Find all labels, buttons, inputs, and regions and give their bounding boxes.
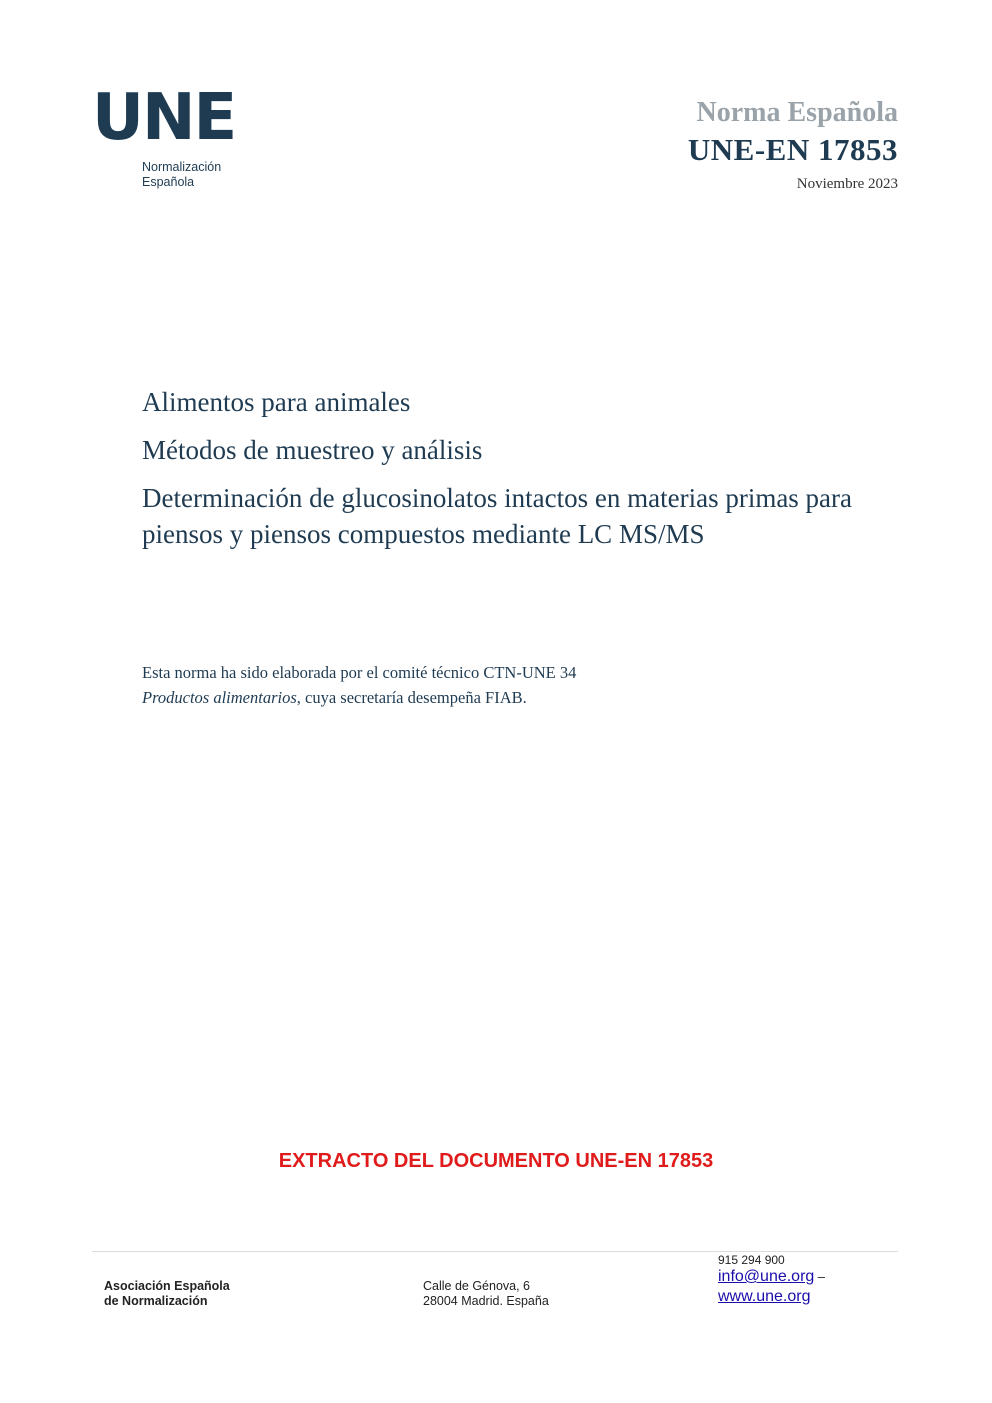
website-link[interactable]: www.une.org (718, 1288, 811, 1305)
footer-contact (718, 1253, 825, 1307)
footer-address (423, 1279, 549, 1309)
footer-address-line1: Calle de Génova, 6 (423, 1279, 531, 1293)
document-titles (142, 384, 862, 564)
title-line-3: Determinación de glucosinolatos intactos en materias primas para piensos y piensos compuestos mediante LC MS/MS (142, 483, 853, 549)
footer-phone: 915 294 900 (718, 1253, 785, 1267)
email-link[interactable]: info@une.org (718, 1268, 815, 1285)
footer-org-line2: de Normalización (104, 1294, 208, 1308)
committee-statement (142, 660, 622, 710)
title-line-2: Métodos de muestreo y análisis (142, 435, 483, 465)
committee-text-before: Esta norma ha sido elaborada por el comité técnico CTN-UNE 34 (142, 663, 577, 682)
footer-org-line1: Asociación Española (104, 1279, 230, 1293)
logo-mark: UNE (92, 81, 236, 155)
standard-code: UNE-EN 17853 (687, 132, 898, 167)
logo-subtitle-line2: Española (142, 175, 195, 189)
footer-divider (92, 1251, 898, 1252)
footer-address-line2: 28004 Madrid. España (423, 1294, 549, 1308)
standard-header (688, 96, 898, 193)
publication-date: Noviembre 2023 (796, 176, 898, 192)
logo-subtitle (142, 160, 235, 190)
standard-label: Norma Española (696, 97, 898, 128)
committee-text-after: , cuya secretaría desempeña FIAB. (296, 688, 527, 707)
une-logo (92, 81, 236, 190)
extract-notice: EXTRACTO DEL DOCUMENTO UNE-EN 17853 (278, 1150, 714, 1172)
footer-separator: – (817, 1269, 826, 1284)
logo-subtitle-line1: Normalización (142, 160, 222, 174)
title-line-1: Alimentos para animales (142, 387, 411, 417)
committee-name: Productos alimentarios (142, 688, 297, 707)
footer-organization (104, 1279, 230, 1309)
